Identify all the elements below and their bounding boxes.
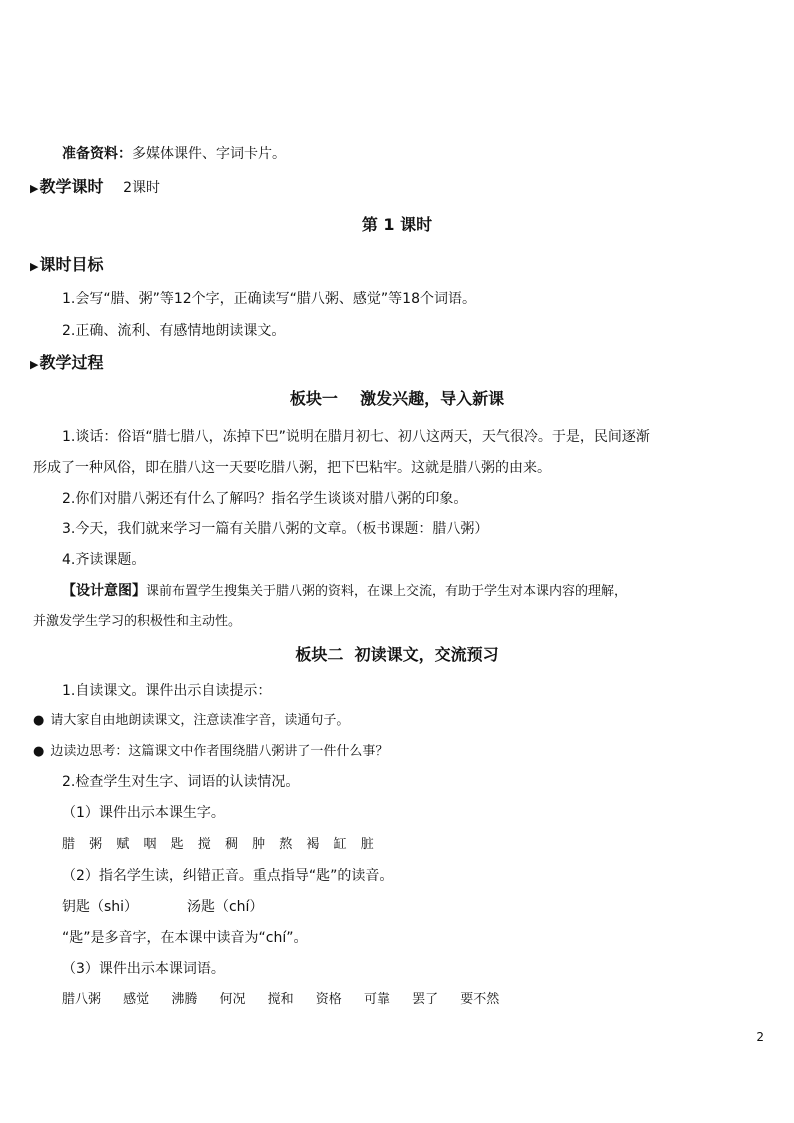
character: 腊 [62,837,76,852]
goal-item: 1.会写“腊、粥”等12个字，正确读写“腊八粥、感觉”等18个词语。 [62,291,476,307]
block1-paragraph: 2.你们对腊八粥还有什么了解吗？指名学生谈谈对腊八粥的印象。 [62,491,468,507]
bullet-dot-icon: ● [33,713,45,728]
bullet-dot-icon: ● [33,744,45,759]
new-words-row [62,991,517,1009]
block1-paragraph: 形成了一种风俗，即在腊八这一天要吃腊八粥，把下巴粘牢。这就是腊八粥的由来。 [33,460,551,476]
character: 粥 [89,837,103,852]
block2-paragraph: 1.自读课文。课件出示自读提示： [62,683,272,699]
word: 腊八粥 [62,992,102,1007]
design-intent-text: 并激发学生学习的积极性和主动性。 [33,614,242,629]
page-number: 2 [756,1030,764,1044]
character: 匙 [170,837,184,852]
design-intent-text: 课前布置学生搜集关于腊八粥的资料，在课上交流，有助于学生对本课内容的理解， [146,584,628,599]
pronunciation-item: 汤匙（chí） [186,899,264,915]
lesson-hours-line [30,178,160,198]
triangle-bullet-icon: ▶ [30,260,39,273]
block2-subitem: （2）指名学生读，纠错正音。重点指导“匙”的读音。 [62,868,394,884]
goals-heading-text: 课时目标 [39,255,104,274]
character: 脏 [360,837,374,852]
word: 要不然 [460,992,500,1007]
triangle-bullet-icon: ▶ [30,182,39,195]
word: 搅和 [267,992,294,1007]
bullet-item [33,711,349,730]
prep-line [62,145,286,163]
block2-paragraph: 2.检查学生对生字、词语的认读情况。 [62,774,300,790]
lesson-hours-text: 2课时 [123,180,160,196]
character: 赋 [116,837,130,852]
design-intent [62,582,627,601]
character: 咽 [143,837,157,852]
word: 罢了 [412,992,439,1007]
block1-paragraph: 1.谈话：俗语“腊七腊八，冻掉下巴”说明在腊月初七、初八这两天，天气很冷。于是，民间逐渐 [62,429,650,445]
block1-paragraph: 4.齐读课题。 [62,552,146,568]
process-heading-text: 教学过程 [39,353,104,372]
pronunciation-item: 钥匙（shi） [62,899,139,915]
process-heading [30,354,103,374]
goal-item: 2.正确、流利、有感情地朗读课文。 [62,323,286,339]
goals-heading [30,256,103,276]
triangle-bullet-icon: ▶ [30,358,39,371]
word: 可靠 [363,992,390,1007]
character: 熬 [279,837,293,852]
lesson-title: 第 1 课时 [361,215,433,234]
block2-subitem: （3）课件出示本课词语。 [62,961,225,977]
pronunciation-row [62,898,263,916]
bullet-text: 请大家自由地朗读课文，注意读准字音，读通句子。 [50,713,350,728]
word: 资格 [315,992,342,1007]
block2-title: 板块二 初读课文，交流预习 [295,645,499,664]
character: 褐 [306,837,320,852]
lesson-hours-label: 教学课时 [39,177,104,196]
bullet-text: 边读边思考：这篇课文中作者围绕腊八粥讲了一件什么事？ [50,744,389,759]
pronunciation-note: “匙”是多音字，在本课中读音为“chí”。 [62,930,308,946]
character: 肿 [252,837,266,852]
word: 沸腾 [171,992,198,1007]
prep-text: 多媒体课件、字词卡片。 [132,146,286,162]
design-intent-label: 【设计意图】 [62,583,146,599]
block2-subitem: （1）课件出示本课生字。 [62,805,225,821]
prep-label: 准备资料： [62,146,132,162]
block1-title: 板块一 激发兴趣，导入新课 [289,389,505,408]
word: 何况 [219,992,246,1007]
new-characters-row [62,836,384,854]
block1-paragraph: 3.今天，我们就来学习一篇有关腊八粥的文章。（板书课题：腊八粥） [62,521,489,537]
character: 缸 [333,837,347,852]
character: 稠 [224,837,238,852]
word: 感觉 [123,992,150,1007]
bullet-item [33,742,388,761]
character: 搅 [197,837,211,852]
